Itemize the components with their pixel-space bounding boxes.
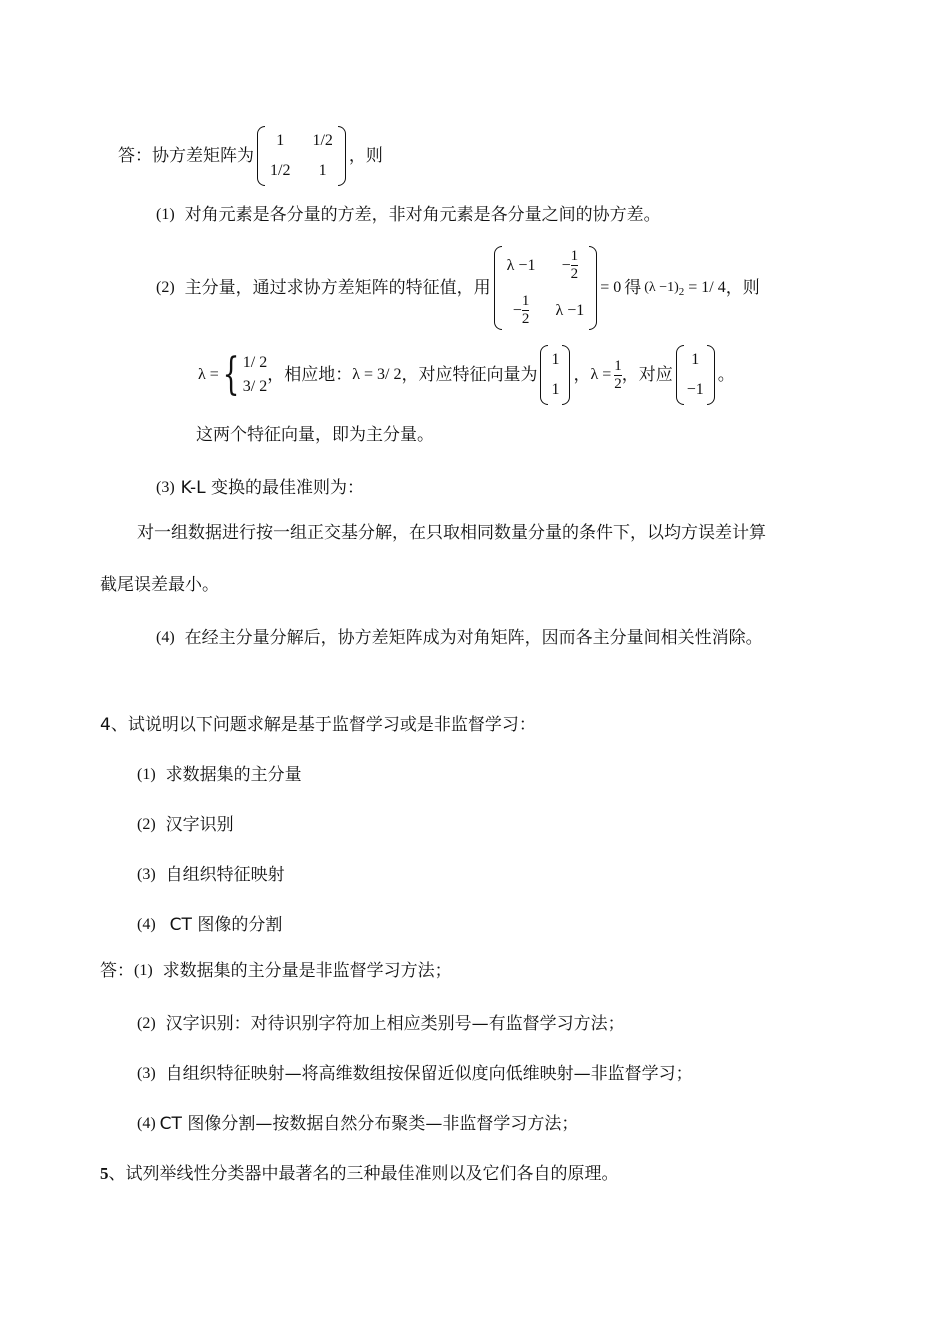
lambda-eq: λ = — [198, 366, 219, 383]
lambda-three-halves: λ = 3/ 2 — [352, 366, 402, 383]
matrix-cell: 1 — [318, 162, 327, 179]
left-paren — [257, 126, 265, 186]
matrix-cell: 1/2 — [270, 162, 291, 179]
answer-covariance-line — [118, 126, 383, 186]
matrix-cell: 1 — [276, 132, 285, 149]
matrix-cell: − $\frac{1}{2}$ — [512, 293, 530, 327]
corresponding-text-2: ，对应 — [621, 365, 673, 385]
answer-4-item: 答： (1) 求数据集的主分量是非监督学习方法； — [100, 958, 452, 984]
eigenvalue-line — [198, 346, 735, 404]
de-text: 得 — [624, 278, 642, 298]
point-text: 主分量，通过求协方差矩阵的特征值，用 — [184, 278, 491, 298]
fraction-half: $\frac{1}{2}$ — [614, 357, 622, 392]
point-number: (2) — [156, 279, 175, 296]
answer-prefix: 答：协方差矩阵为 — [118, 146, 254, 166]
point-3 — [156, 475, 364, 501]
matrix-cell: λ −1 — [506, 256, 536, 274]
then-text: ，则 — [725, 278, 760, 298]
point-number: (1) — [156, 206, 175, 223]
corresponding-text: ，相应地： — [267, 365, 353, 385]
principal-component-note: 这两个特征向量，即为主分量。 — [196, 425, 434, 445]
question-4-item: (4) CT 图像的分割 — [137, 915, 283, 935]
characteristic-matrix — [494, 246, 598, 330]
kl-criterion-line-2: 截尾误差最小。 — [100, 575, 219, 595]
kl-criterion-line-1: 对一组数据进行按一组正交基分解，在只取相同数量分量的条件下，以均方误差计算 — [137, 523, 766, 543]
eigenvector-1: 1 1 — [540, 345, 570, 405]
answer-suffix: ，则 — [348, 146, 383, 166]
point-text: 在经主分量分解后，协方差矩阵成为对角矩阵，因而各主分量间相关性消除。 — [184, 628, 763, 648]
fraction: $\frac{1}{2}$ — [570, 248, 579, 282]
matrix-cell: − $\frac{1}{2}$ — [561, 248, 579, 282]
period: 。 — [717, 365, 735, 385]
question-4-title: 4、试说明以下问题求解是基于监督学习或是非监督学习： — [100, 715, 536, 735]
matrix-cell: 1/2 — [312, 132, 333, 149]
question-4-item: (1) 求数据集的主分量 — [137, 765, 302, 785]
question-5 — [100, 1161, 619, 1187]
question-4-item: (2) 汉字识别 — [137, 815, 234, 835]
left-brace: { — [222, 349, 240, 400]
point-1 — [156, 202, 661, 228]
equation-left: $(\lambda -1)_2$ — [644, 280, 685, 298]
right-paren — [338, 126, 346, 186]
answer-lead: 答： — [100, 961, 134, 981]
covariance-matrix — [257, 126, 346, 186]
lambda-half-eq: λ = — [590, 366, 612, 383]
point-2 — [156, 246, 760, 330]
question-4-item: (3) 自组织特征映射 — [137, 865, 285, 885]
answer-4-item: (4) CT 图像分割—按数据自然分布聚类—非监督学习方法； — [137, 1114, 579, 1134]
vector-text: ，对应特征向量为 — [401, 365, 538, 385]
point-number: (4) — [156, 629, 175, 646]
comma: ， — [573, 365, 591, 385]
equation-right: = 1/ 4 — [688, 279, 726, 296]
point-text: K-L 变换的最佳准则为： — [180, 478, 365, 498]
point-text: 对角元素是各分量的方差，非对角元素是各分量之间的协方差。 — [184, 205, 661, 225]
equals-zero: = 0 — [600, 279, 622, 296]
answer-4-item: (2) 汉字识别：对待识别字符加上相应类别号—有监督学习方法； — [137, 1014, 625, 1034]
answer-4-item: (3) 自组织特征映射—将高维数组按保留近似度向低维映射—非监督学习； — [137, 1064, 693, 1084]
eigenvector-2: 1 −1 — [676, 345, 715, 405]
question-text: 、试列举线性分类器中最著名的三种最佳准则以及它们各自的原理。 — [108, 1164, 619, 1184]
point-number: (3) — [156, 479, 175, 496]
right-paren — [589, 246, 597, 330]
matrix-cell: λ −1 — [555, 301, 585, 319]
lambda-values: 1/ 2 3/ 2 — [242, 354, 268, 395]
left-paren — [494, 246, 502, 330]
fraction: $\frac{1}{2}$ — [521, 293, 530, 327]
question-number: 5 — [100, 1164, 109, 1183]
point-4 — [156, 625, 763, 651]
